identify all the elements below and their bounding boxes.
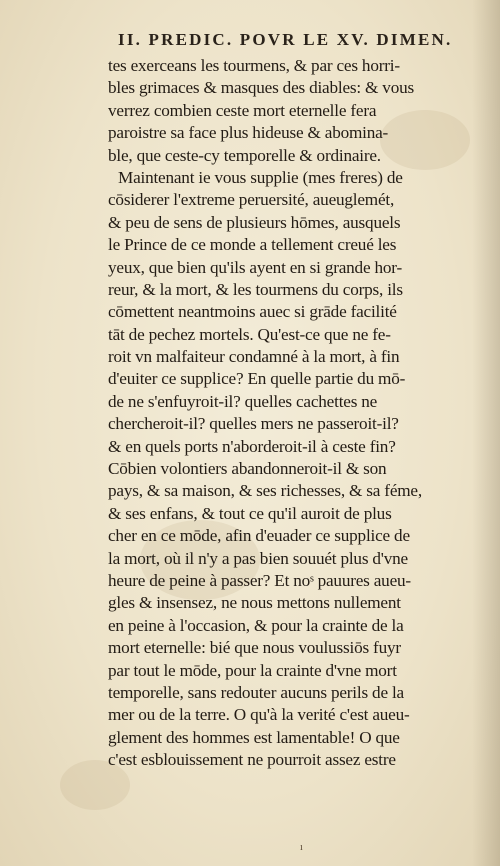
text-line: roit vn malfaiteur condamné à la mort, à fin xyxy=(108,347,400,367)
text-line: chercheroit-il? quelles mers ne passeroit-il? xyxy=(108,414,399,434)
text-line: tes exerceans les tourmens, & par ces horri- xyxy=(108,56,400,75)
text-line: cōmettent neantmoins auec si grāde facilité xyxy=(108,302,397,322)
signature-mark: ı xyxy=(300,842,303,853)
text-line: ble, que ceste-cy temporelle & ordinaire. xyxy=(108,145,381,165)
text-line: paroistre sa face plus hideuse & abomina- xyxy=(108,123,389,143)
text-line: reur, & la mort, & les tourmens du corps, ils xyxy=(108,279,403,299)
text-line: le Prince de ce monde a tellement creué les xyxy=(108,235,397,255)
text-line: par tout le mōde, pour la crainte d'vne mort xyxy=(108,660,397,680)
running-head: II. PREDIC. POVR LE XV. DIMEN. xyxy=(118,30,453,49)
text-line: & en quels ports n'aborderoit-il à ceste fin? xyxy=(108,436,396,456)
text-line: cōsiderer l'extreme peruersité, aueuglemét, xyxy=(108,190,395,210)
text-line: gles & insensez, ne nous mettons nullement xyxy=(108,593,401,613)
text-line: temporelle, sans redouter aucuns perils de la xyxy=(108,682,404,702)
text-line: mort eternelle: bié que nous voulussiōs fuyr xyxy=(108,638,401,658)
text-line: yeux, que bien qu'ils ayent en si grande hor- xyxy=(108,257,402,277)
text-line: c'est esblouissement ne pourroit assez estre xyxy=(108,750,396,770)
text-block xyxy=(108,55,474,772)
text-line: mer ou de la terre. O qu'à la verité c'est aueu- xyxy=(108,705,410,725)
text-line: & ses enfans, & tout ce qu'il auroit de plus xyxy=(108,503,392,523)
text-line: de ne s'enfuyroit-il? quelles cachettes ne xyxy=(108,391,378,411)
text-line: bles grimaces & masques des diables: & vous xyxy=(108,78,414,98)
text-line: verrez combien ceste mort eternelle fera xyxy=(108,100,377,120)
text-line: heure de peine à passer? Et noˢ pauures aueu- xyxy=(108,570,411,590)
text-line: tāt de pechez mortels. Qu'est-ce que ne fe- xyxy=(108,324,391,344)
text-line: pays, & sa maison, & ses richesses, & sa féme, xyxy=(108,481,422,501)
text-line: en peine à l'occasion, & pour la crainte de la xyxy=(108,615,404,635)
text-line: Maintenant ie vous supplie (mes freres) de xyxy=(118,167,403,187)
text-line: glement des hommes est lamentable! O que xyxy=(108,727,400,747)
text-line: d'euiter ce supplice? En quelle partie du mō- xyxy=(108,369,406,389)
text-line: cher en ce mōde, afin d'euader ce supplice de xyxy=(108,526,410,546)
page-gutter-shadow xyxy=(472,0,500,866)
text-line: la mort, où il n'y a pas bien souuét plus d'vne xyxy=(108,548,408,568)
text-line: Cōbien volontiers abandonneroit-il & son xyxy=(108,459,387,479)
text-line: & peu de sens de plusieurs hōmes, ausquels xyxy=(108,212,401,232)
